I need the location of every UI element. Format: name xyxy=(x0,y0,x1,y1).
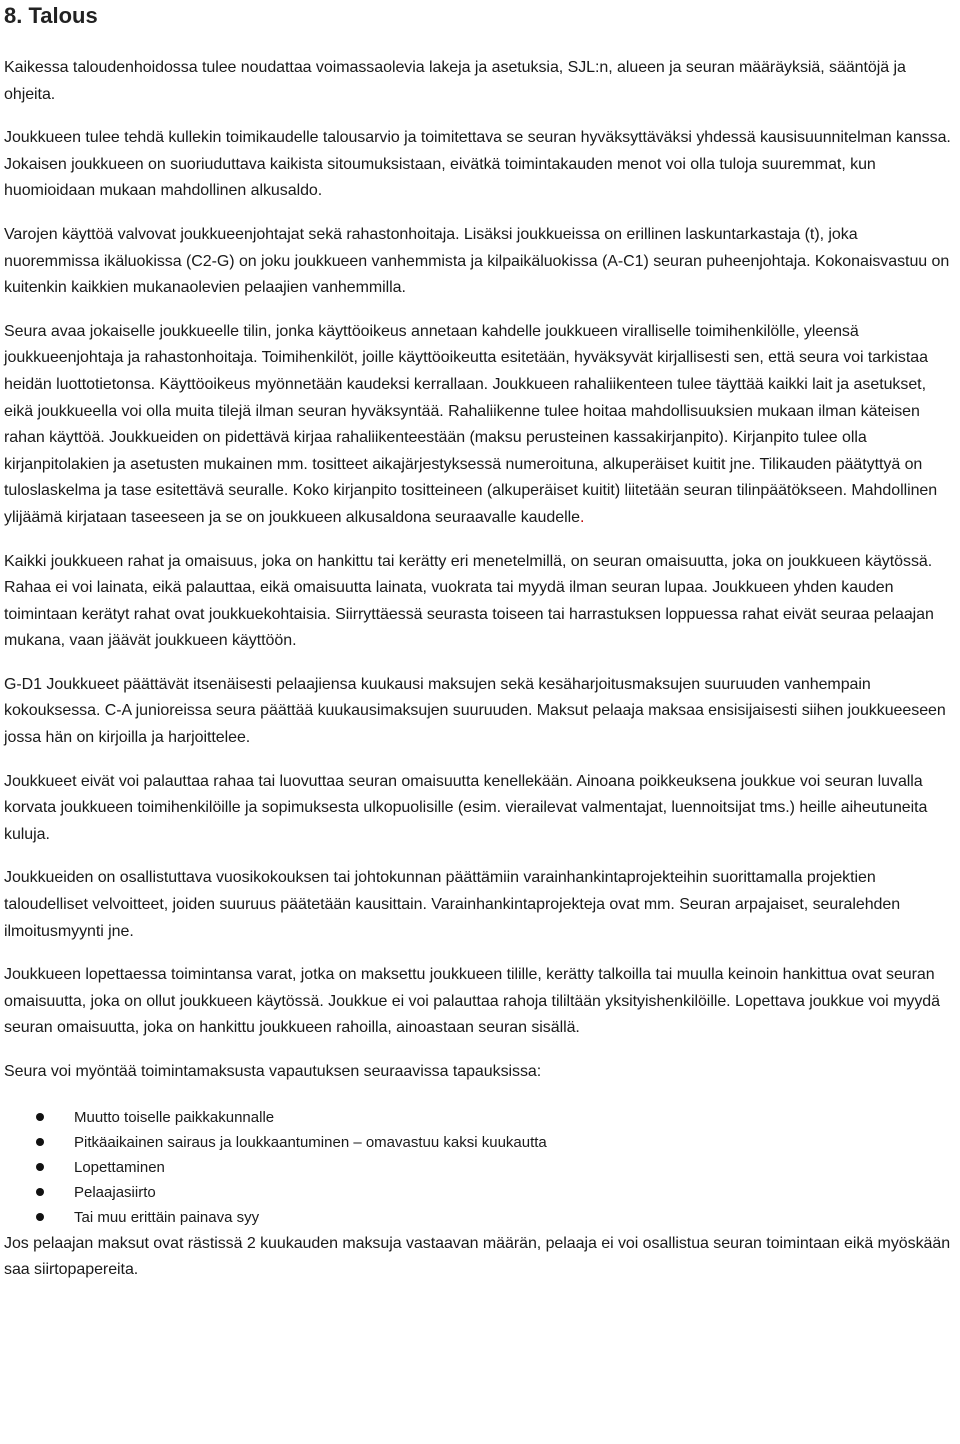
paragraph-regulations: Kaikessa taloudenhoidossa tulee noudattaa voimassaolevia lakeja ja asetuksia, SJL:n, alueen ja seuran määräyksiä, sääntöjä ja ohjeita. xyxy=(4,59,906,103)
list-item xyxy=(4,1130,956,1155)
list-item-label: Muutto toiselle paikkakunnalle xyxy=(74,1108,275,1126)
paragraph-arrears: Jos pelaajan maksut ovat rästissä 2 kuukauden maksuja vastaavan määrän, pelaaja ei voi osallistua seuran toimintaan eikä myöskään saa siirtopapereita. xyxy=(4,1234,951,1279)
bullet-icon xyxy=(36,1188,44,1196)
section-heading: 8. Talous xyxy=(4,3,98,28)
bullet-icon xyxy=(36,1213,44,1221)
bullet-icon xyxy=(36,1163,44,1171)
accent-period: . xyxy=(579,508,585,526)
paragraph-accounts-text: Seura avaa jokaiselle joukkueelle tilin, jonka käyttöoikeus annetaan kahdelle joukkueen viralliselle toimihenkilölle, yleensä joukkueenjohtaja ja rahastonhoitaja. Toimihenkilöt, joille käyttöoikeutta esitetään, hyväksyvät kirjallisesti sen, että seura voi tarkistaa heidän luottotietonsa. Käyttöoikeus myönnetään kaudeksi kerrallaan. Joukkueen rahaliikenteen tulee täyttää kaikki lait ja asetukset, eikä joukkueella voi olla muita tilejä ilman seuran hyväksyntää. Rahaliikenne tulee hoitaa mahdollisuuksien mukaan ilman käteisen rahan käyttöä. Joukkueiden on pidettävä kirjaa rahaliikenteestään (maksu perusteinen kassakirjanpito). Kirjanpito tulee olla kirjanpitolakien ja asetusten mukainen mm. tositteet aikajärjestyksessä numeroituna, alkuperäiset kuitit jne. Tilikauden päätyttyä on tuloslaskelma ja tase esitettävä seuralle. Koko kirjanpito tositteineen (alkuperäiset kuitit) liitetään seuran tilinpäätökseen. Mahdollinen ylijäämä kirjataan taseeseen ja se on joukkueen alkusaldona seuraavalle kaudelle xyxy=(4,322,938,526)
list-item xyxy=(4,1105,956,1130)
list-item-label: Tai muu erittäin painava syy xyxy=(74,1209,260,1227)
list-item-label: Pitkäaikainen sairaus ja loukkaantuminen – omavastuu kaksi kuukautta xyxy=(74,1133,547,1151)
paragraph-fundraising: Joukkueiden on osallistuttava vuosikokouksen tai johtokunnan päättämiin varainhankintaprojekteihin suorittamalla projektien taloudelliset velvoitteet, joiden suuruus päätetään kausittain. Varainhankintaprojekteja ovat mm. Seuran arpajaiset, seuralehden ilmoitusmyynti jne. xyxy=(4,869,901,940)
bullet-icon xyxy=(36,1113,44,1121)
list-item xyxy=(4,1155,956,1180)
paragraph-refunds: Joukkueet eivät voi palauttaa rahaa tai luovuttaa seuran omaisuutta kenellekään. Ainoana poikkeuksena joukkue voi seuran luvalla korvata joukkueen toimihenkilöille ja sopimuksesta ulkopuolisille (esim. vierailevat valmentajat, luennoitsijat tms.) heille aiheutuneita kuluja. xyxy=(4,772,928,843)
paragraph-property: Kaikki joukkueen rahat ja omaisuus, joka on hankittu tai kerätty eri menetelmillä, on seuran omaisuutta, joka on joukkueen käytössä. Rahaa ei voi lainata, eikä palauttaa, eikä omaisuutta lainata, vuokrata tai myydä ilman seuran lupaa. Joukkueen yhden kauden toimintaan kerätyt rahat ovat joukkuekohtaisia. Siirryttäessä seurasta toiseen tai harrastuksen loppuessa rahat eivät seuraa pelaajan mukana, vaan jäävät joukkueen käyttöön. xyxy=(4,552,934,650)
bullet-icon xyxy=(36,1138,44,1146)
list-item-label: Pelaajasiirto xyxy=(74,1184,156,1202)
paragraph-supervision: Varojen käyttöä valvovat joukkueenjohtajat sekä rahastonhoitaja. Lisäksi joukkueissa on erillinen laskuntarkastaja (t), joka nuoremmissa ikäluokissa (C2-G) on joku joukkueen vanhemmista ja kilpaikäluokissa (A-C1) seuran puheenjohtaja. Kokonaisvastuu on kuitenkin kaikkien mukanaolevien pelaajien vanhemmilla. xyxy=(4,225,950,297)
list-item xyxy=(4,1205,956,1230)
list-item xyxy=(4,1180,956,1205)
paragraph-exemptions-intro: Seura voi myöntää toimintamaksusta vapautuksen seuraavissa tapauksissa: xyxy=(4,1063,542,1080)
paragraph-accounts xyxy=(4,319,956,532)
exemption-list xyxy=(4,1105,956,1231)
paragraph-budget: Joukkueen tulee tehdä kullekin toimikaudelle talousarvio ja toimitettava se seuran hyväksyttäväksi yhdessä kausisuunnitelman kanssa. Jokaisen joukkueen on suoriuduttava kaikista sitoumuksistaan, eivätkä toimintakauden menot voi olla tuloja suuremmat, kun huomioidaan mukaan mahdollinen alkusaldo. xyxy=(4,129,951,200)
paragraph-team-closure: Joukkueen lopettaessa toimintansa varat, jotka on maksettu joukkueen tilille, kerätty talkoilla tai muulla keinoin hankittua ovat seuran omaisuutta, joka on ollut joukkueen käytössä. Joukkue ei voi palauttaa rahoja tililtään yksityishenkilöille. Lopettava joukkue voi myydä seuran omaisuutta, joka on hankittu joukkueen rahoilla, ainoastaan seuran sisällä. xyxy=(4,966,940,1037)
paragraph-fees: G-D1 Joukkueet päättävät itsenäisesti pelaajiensa kuukausi maksujen sekä kesäharjoitusmaksujen suuruuden vanhempain kokouksessa. C-A junioreissa seura päättää kuukausimaksujen suuruuden. Maksut pelaaja maksaa ensisijaisesti siihen joukkueeseen jossa hän on kirjoilla ja harjoittelee. xyxy=(4,675,946,747)
list-item-label: Lopettaminen xyxy=(74,1159,165,1176)
